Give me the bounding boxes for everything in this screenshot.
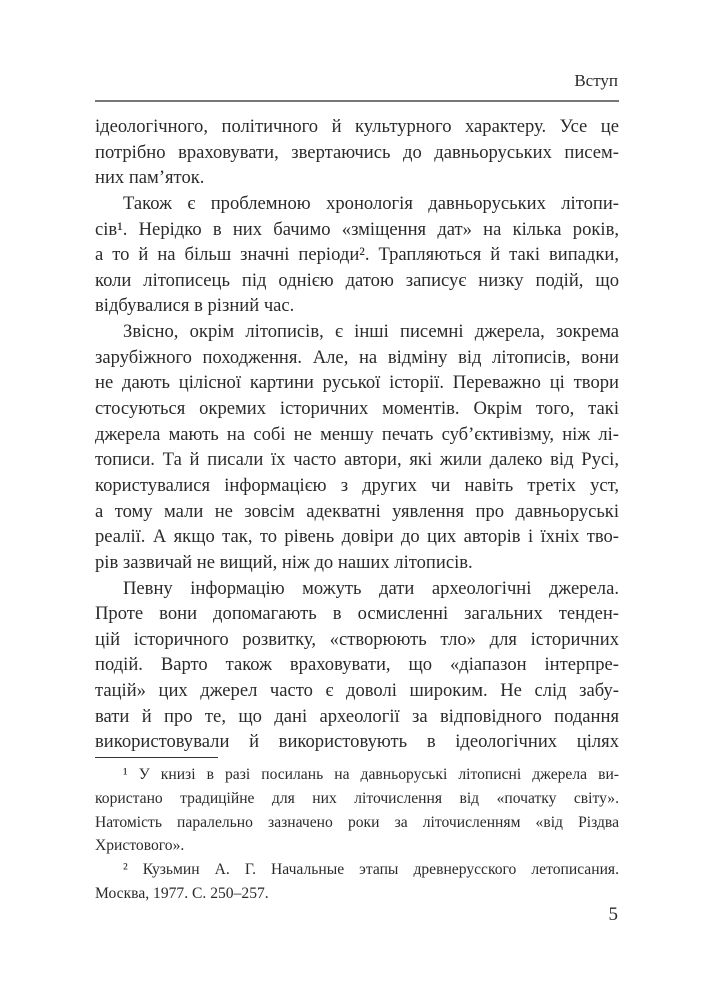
paragraph-line: Певну інформацію можуть дати археологічні джерела. [123, 577, 619, 599]
footnote-line: ² Кузьмин А. Г. Начальные этапы древнерусского летописания. [123, 861, 619, 879]
paragraph-line: реалії. А якщо так, то рівень довіри до цих авторів і їхніх тво- [95, 526, 619, 548]
paragraph-line: тацій» цих джерел часто є доволі широким. Не слід забу- [95, 680, 619, 702]
header-rule [95, 100, 619, 102]
paragraph-line: зарубіжного походження. Але, на відміну від літописів, вони [95, 346, 619, 368]
paragraph-line: ідеологічного, політичного й культурного характеру. Усе це [95, 116, 619, 137]
paragraph-line: Проте вони допомагають в осмисленні загальних тенден- [95, 603, 619, 625]
paragraph-line: не дають цілісної картини руської історії. Переважно ці твори [95, 372, 619, 394]
running-head-title: Вступ [574, 71, 618, 90]
footnote-line: користано традиційне для них літочислення від «початку світу». [95, 789, 619, 807]
paragraph-line: потрібно враховувати, звертаючись до давньоруських писем- [95, 141, 619, 163]
paragraph-line: Звісно, окрім літописів, є інші писемні джерела, зокрема [123, 321, 619, 343]
paragraph-line: а тому мали не зовсім адекватні уявлення про давньоруські [95, 500, 619, 522]
body-text [95, 114, 619, 755]
paragraph-line: використовували й використовують в ідеологічних цілях [95, 731, 619, 753]
paragraph-line: цій історичного розвитку, «створюють тло» для історичних [95, 628, 619, 650]
footnote-separator [95, 757, 218, 758]
paragraph-line: рів зазвичай не вищий, ніж до наших літописів. [95, 551, 473, 573]
paragraph-line: користувалися інформацією з других чи навіть третіх уст, [95, 474, 619, 496]
footnote-line: ¹ У книзі в разі посилань на давньоруські літописні джерела ви- [123, 766, 619, 783]
paragraph-line: сів¹. Нерідко в них бачимо «зміщення дат» на кілька років, [95, 218, 619, 240]
paragraph-line: а то й на більш значні періоди². Трапляються й такі випадки, [95, 244, 619, 266]
paragraph-line: відбувалися в різний час. [95, 295, 295, 317]
paragraph-line: них пам’яток. [95, 167, 205, 189]
footnote-line: Натомість паралельно зазначено роки за літочисленням «від Різдва [95, 813, 619, 831]
paragraph-line: подій. Варто також враховувати, що «діапазон інтерпре- [95, 654, 619, 676]
paragraph-line: стосуються окремих історичних моментів. Окрім того, такі [95, 398, 619, 420]
paragraph-line: Також є проблемною хронологія давньоруських літопи- [123, 192, 619, 214]
paragraph-line: джерела мають на собі не меншу печать суб’єктивізму, ніж лі- [95, 423, 619, 445]
footnote-line: Христового». [95, 837, 185, 855]
page-number: 5 [608, 904, 618, 925]
paragraph-line: вати й про те, що дані археології за відповідного подання [95, 705, 619, 727]
paragraph-line: коли літописець під однією датою записує низку подій, що [95, 269, 619, 291]
footnotes [95, 763, 619, 906]
footnote-line: Москва, 1977. С. 250–257. [95, 884, 269, 902]
paragraph-line: тописи. Та й писали їх часто автори, які жили далеко від Русі, [95, 449, 619, 471]
